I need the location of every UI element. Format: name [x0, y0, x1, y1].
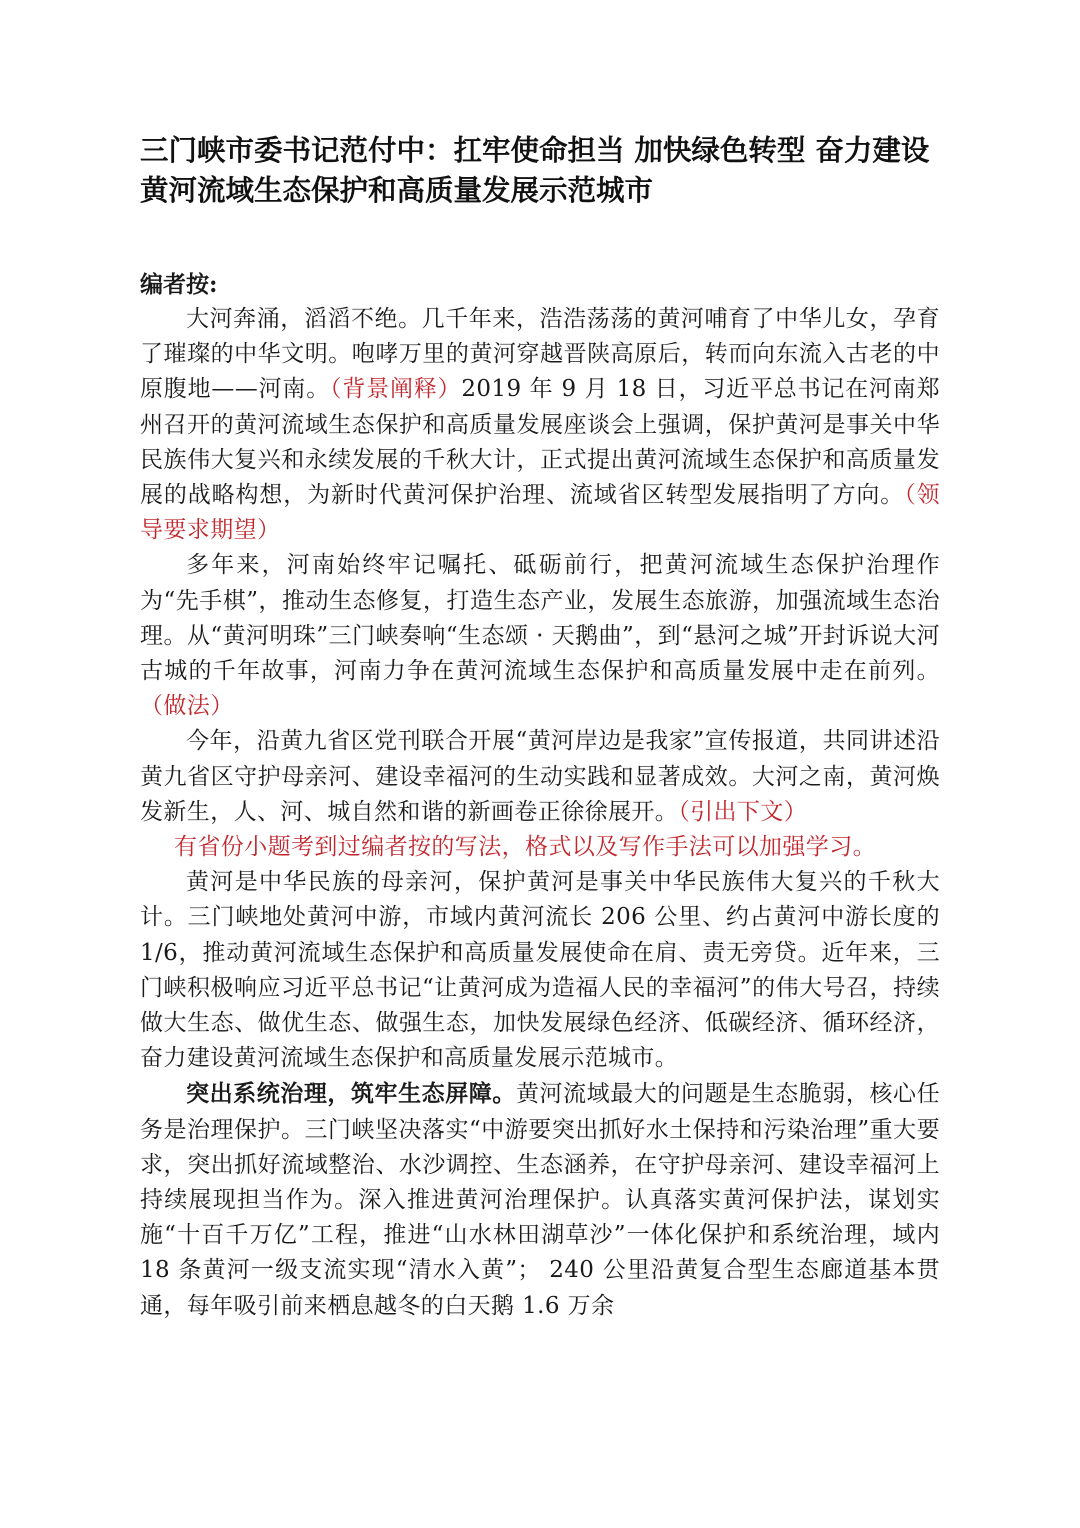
document-page [140, 130, 940, 1324]
annotation-background: （背景阐释） [330, 376, 462, 403]
section-heading-system-governance: 突出系统治理，筑牢生态屏障。 [186, 1080, 516, 1108]
annotation-lead-in: （引出下文） [678, 798, 808, 825]
paragraph-2-text: 2019 年 9 月 18 日，习近平总书记在河南郑州召开的黄河流域生态保护和高质量发展座谈会上强调，保护黄河是事关中华民族伟大复兴和永续发展的千秋大计，正式提出黄河流域生态保护和高质量发展的战略构想，为新时代黄河保护治理、流域省区转型发展指明了方向。 [140, 376, 941, 509]
title-line-1: 三门峡市委书记范付中：扛牢使命担当 加快绿色转型 奋力建设 [140, 133, 930, 167]
red-study-comment: 有省份小题考到过编者按的写法，格式以及写作手法可以加强学习。 [174, 834, 876, 861]
paragraph-4-text: 今年，沿黄九省区党刊联合开展“黄河岸边是我家”宣传报道，共同讲述沿黄九省区守护母亲河、建设幸福河的生动实践和显著成效。大河之南，黄河焕发新生，人、河、城自然和谐的新画卷正徐徐展开。 [140, 728, 940, 825]
paragraph-4: 黄河是中华民族的母亲河，保护黄河是事关中华民族伟大复兴的千秋大计。三门峡地处黄河中游，市域内黄河流长 206 公里、约占黄河中游长度的 1/6，推动黄河流域生态保护和高质量发展使命在肩、责无旁贷。近年来，三门峡积极响应习近平总书记“让黄河成为造福人民的幸福河”的伟大号召，持续做大生态、做优生态、做强生态，加快发展绿色经济、低碳经济、循环经济，奋力建设黄河流域生态保护和高质量发展示范城市。 [140, 869, 940, 1072]
annotation-method: （做法） [140, 693, 234, 720]
paragraph-3-text: 多年来，河南始终牢记嘱托、砥砺前行，把黄河流域生态保护治理作为“先手棋”，推动生态修复，打造生态产业，发展生态旅游，加强流域生态治理。从“黄河明珠”三门峡奏响“生态颂 · 天鹅曲”，到“悬河之城”开封诉说大河古城的千年故事，河南力争在黄河流域生态保护和高质量发展中走在前列。 [140, 552, 940, 685]
editor-note-label: 编者按: [140, 271, 218, 298]
paragraph-1-text: 大河奔涌，滔滔不绝。几千年来，浩浩荡荡的黄河哺育了中华儿女，孕育了璀璨的中华文明。咆哮万里的黄河穿越晋陕高原后，转而向东流入古老的中原腹地——河南。 [140, 306, 940, 403]
title-line-2: 黄河流域生态保护和高质量发展示范城市 [140, 173, 654, 207]
annotation-leader-request: （领导要求期望） [140, 482, 940, 544]
paragraph-3 [140, 724, 940, 830]
paragraph-5-text: 黄河流域最大的问题是生态脆弱，核心任务是治理保护。三门峡坚决落实“中游要突出抓好水土保持和污染治理”重大要求，突出抓好流域整治、水沙调控、生态涵养，在守护母亲河、建设幸福河上持续展现担当作为。深入推进黄河治理保护。认真落实黄河保护法，谋划实施“十百千万亿”工程，推进“山水林田湖草沙”一体化保护和系统治理，域内 18 条黄河一级支流实现“清水入黄”； 240 公里沿黄复合型生态廊道基本贯通，每年吸引前来栖息越冬的白天鹅 1.6 万余 [140, 1081, 940, 1319]
paragraph-1 [140, 302, 940, 548]
article-title [140, 130, 940, 210]
paragraph-5 [140, 1076, 940, 1323]
paragraph-2 [140, 548, 940, 724]
